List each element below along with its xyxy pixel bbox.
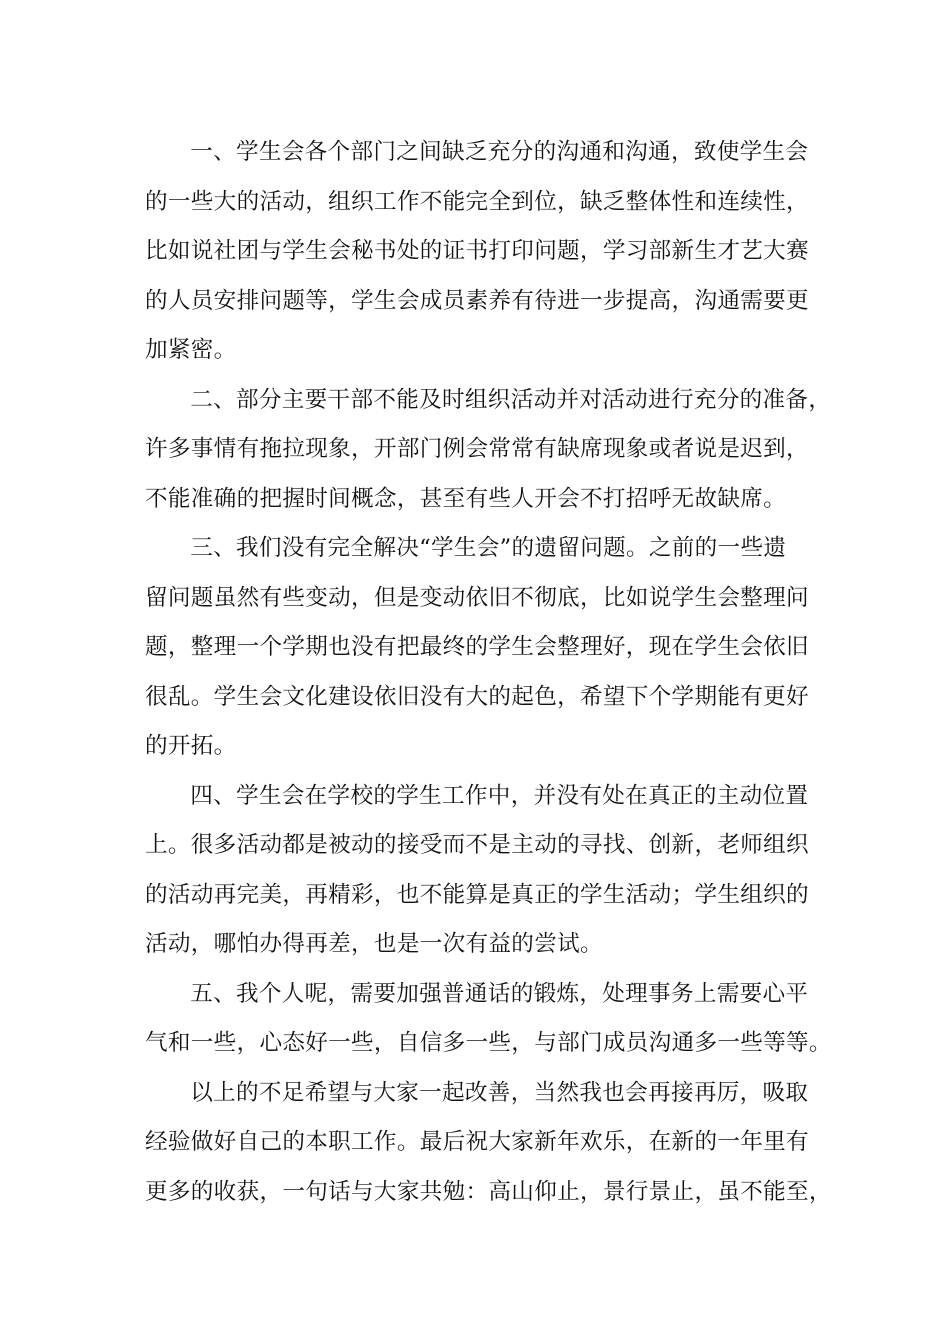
text-line: 比如说社团与学生会秘书处的证书打印问题，学习部新生才艺大赛 xyxy=(145,238,809,264)
text-line: 加紧密。 xyxy=(145,337,237,363)
text-line: 不能准确的把握时间概念，甚至有些人开会不打招呼无故缺席。 xyxy=(145,485,787,512)
text-line: 留问题虽然有些变动，但是变动依旧不彻底，比如说学生会整理问 xyxy=(145,584,809,611)
paragraph-1 xyxy=(145,128,825,376)
document-body xyxy=(145,128,832,1217)
paragraph-6 xyxy=(145,1069,832,1218)
paragraph-3 xyxy=(145,524,825,772)
text-line: 一、学生会各个部门之间缺乏充分的沟通和沟通，致使学生会 xyxy=(190,139,809,165)
text-line: 气和一些，心态好一些，自信多一些，与部门成员沟通多一些等等。 xyxy=(145,1030,832,1056)
text-line: 的开拓。 xyxy=(145,733,237,759)
text-line: 五、我个人呢，需要加强普通话的锻炼，处理事务上需要心平 xyxy=(190,980,809,1007)
text-line: 上。很多活动都是被动的接受而不是主动的寻找、创新，老师组织 xyxy=(145,832,809,858)
text-line: 更多的收获，一句话与大家共勉：高山仰止，景行景止，虽不能至， xyxy=(145,1178,832,1205)
text-line: 题，整理一个学期也没有把最终的学生会整理好，现在学生会依旧 xyxy=(145,634,809,660)
text-line: 三、我们没有完全解决“学生会”的遗留问题。之前的一些遗 xyxy=(190,535,787,561)
text-line: 的一些大的活动，组织工作不能完全到位，缺乏整体性和连续性， xyxy=(145,188,809,215)
text-line: 经验做好自己的本职工作。最后祝大家新年欢乐，在新的一年里有 xyxy=(145,1129,809,1155)
text-line: 许多事情有拖拉现象，开部门例会常常有缺席现象或者说是迟到， xyxy=(145,436,809,462)
paragraph-4 xyxy=(145,772,825,970)
text-line: 二、部分主要干部不能及时组织活动并对活动进行充分的准备， xyxy=(190,386,832,413)
paragraph-5 xyxy=(145,970,832,1069)
text-line: 以上的不足希望与大家一起改善，当然我也会再接再厉，吸取 xyxy=(190,1079,809,1106)
paragraph-2 xyxy=(145,376,832,525)
text-line: 活动，哪怕办得再差，也是一次有益的尝试。 xyxy=(145,931,603,957)
text-line: 的活动再完美，再精彩，也不能算是真正的学生活动；学生组织的 xyxy=(145,881,809,908)
text-line: 四、学生会在学校的学生工作中，并没有处在真正的主动位置 xyxy=(190,782,809,809)
text-line: 的人员安排问题等，学生会成员素养有待进一步提高，沟通需要更 xyxy=(145,287,809,314)
text-line: 很乱。学生会文化建设依旧没有大的起色，希望下个学期能有更好 xyxy=(145,683,809,710)
